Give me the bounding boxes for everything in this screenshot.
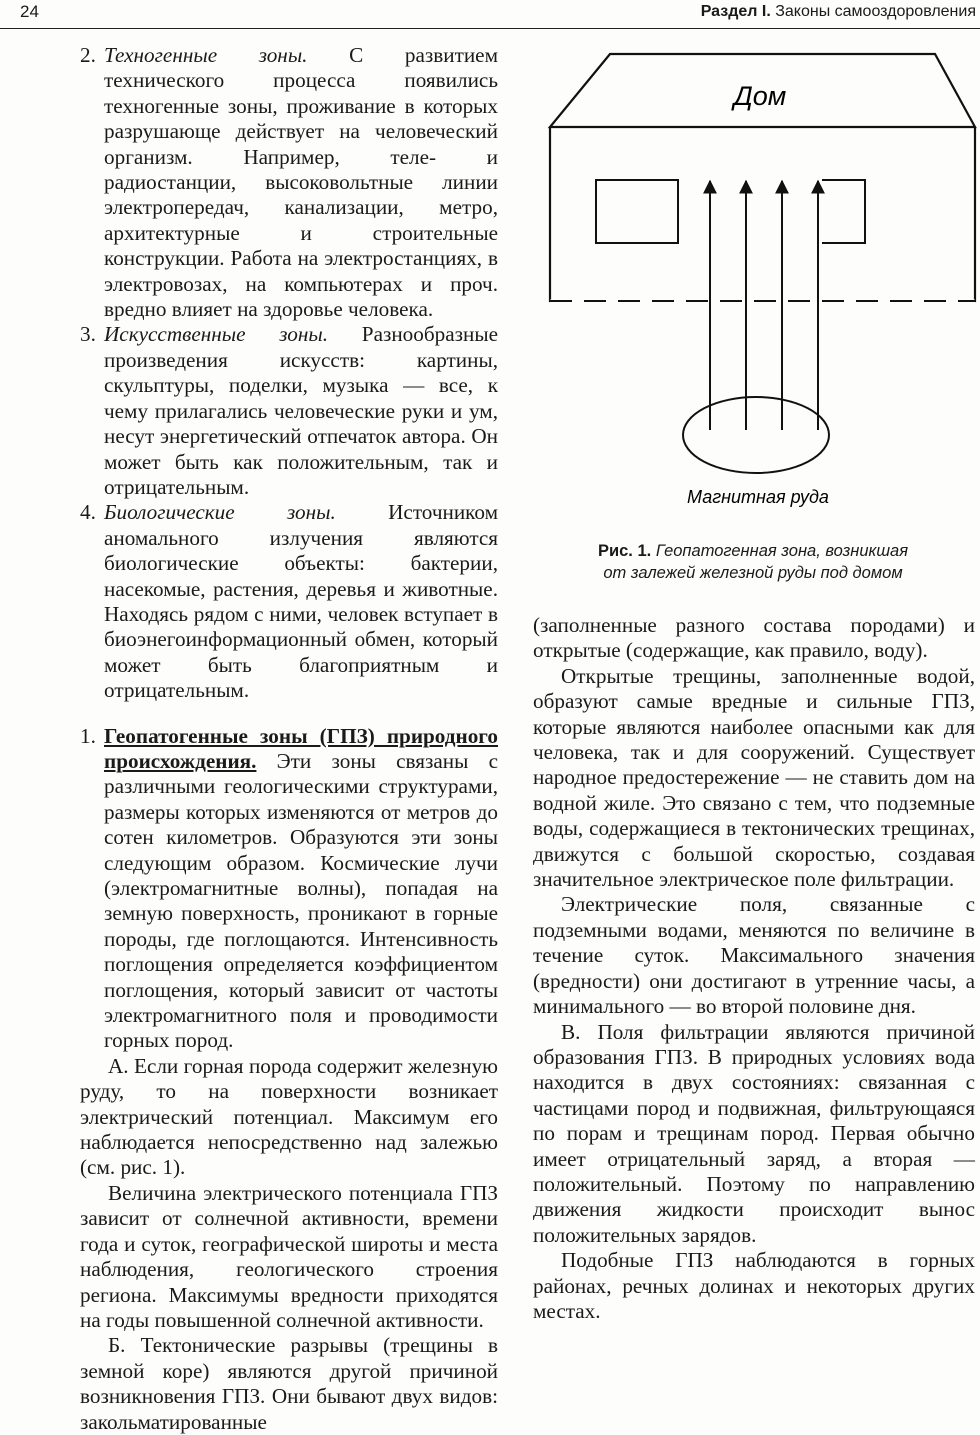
paragraph-continuation: (заполненные разного состава породами) и открытые (содержащие, как правило, воду). — [533, 613, 975, 663]
caption-number: Рис. 1. — [597, 542, 652, 560]
magnetic-ore-ellipse — [683, 397, 829, 473]
section-label: Раздел I. — [700, 3, 771, 20]
paragraph-v: В. Поля фильтрации являются причиной образования ГПЗ. В природных условиях вода находится в двух состояниях: связанная с частицами пород и подвижная, фильтрующаяся по порам и трещинам пород. Первая обычно имеет отрицательный заряд, а вторая — положительный. Поэтому по направлению движения жидкости происходит вынос положительных зарядов. — [533, 1019, 975, 1247]
gpz-text: Эти зоны связаны с различными геологическими структурами, размеры которых изменяются от метров до сотен километров. Образуются эти зоны следующим образом. Космические лучи (электромагнитные волны), попадая на земную поверхность, проникают в горные породы, где поглощаются. Интенсивность поглощения определяется коэффициентом поглощения, который зависит от частоты электромагнитного поля и проводимости горных пород. — [104, 748, 498, 1053]
window-right — [822, 180, 865, 243]
paragraph-value: Величина электрического потенциала ГПЗ зависит от солнечной активности, времени года и суток, географической широты и места наблюдения, геологического строения региона. Максимумы вредности приходятся на годы повышенной солнечной активности. — [80, 1180, 498, 1332]
list-item-artificial — [80, 322, 498, 500]
house-label: Дом — [733, 81, 787, 111]
list-item-biological — [80, 500, 498, 703]
paragraph-b: Б. Тектонические разрывы (трещины в земной коре) являются другой причиной возникновения ГПЗ. Они бывают двух видов: закольматированные — [80, 1333, 498, 1434]
item-text: Разнообразные произведения искусств: картины, скульптуры, поделки, музыка — все, к чему прилагались человеческие руки и ум, несут энергетический отпечаток автора. Он может быть как положительным, так и отрицательным. — [104, 322, 498, 499]
list-number: 1. — [80, 723, 96, 748]
list-number: 3. — [80, 322, 96, 347]
list-number: 2. — [80, 43, 96, 67]
paragraph-similar: Подобные ГПЗ наблюдаются в горных районах, речных долинах и некоторых других местах. — [533, 1248, 975, 1323]
paragraph-a: А. Если горная порода содержит железную руду, то на поверхности возникает электрический потенциал. Максимум его наблюдается непосредственно над залежью (см. рис. 1). — [80, 1053, 498, 1180]
section-title: Законы самооздоровления — [775, 3, 976, 20]
item-title: Биологические зоны. — [104, 500, 336, 525]
item-title: Техногенные зоны. — [104, 43, 308, 67]
item-text: Источником аномального излучения являются биологические объекты: бактерии, насекомые, растения, деревья и животные. Находясь рядом с ними, человек вступает в биоэнегоинформационный обмен, который может быть благоприятным и отрицательным. — [104, 500, 498, 703]
figure-caption — [540, 540, 966, 584]
page-number: 24 — [20, 2, 39, 21]
running-header — [0, 0, 980, 29]
running-title — [701, 3, 976, 21]
caption-line1: Геопатогенная зона, возникшая — [655, 542, 909, 560]
left-column — [80, 43, 498, 1435]
caption-line2: от залежей железной руды под домом — [603, 564, 903, 582]
item-title: Искусственные зоны. — [104, 322, 329, 347]
figure-house-diagram — [540, 45, 980, 605]
paragraph-open-cracks: Открытые трещины, заполненные водой, образуют самые вредные и сильные ГПЗ, которые являются наиболее опасными как для человека, так и для сооружений. Существует народное предостережение — не ставить дом на водной жиле. Это связано с тем, что подземные воды, содержащиеся в тектонических трещинах, движутся с большой скоростью, создавая значительное электрическое поле фильтрации. — [533, 663, 975, 892]
paragraph-electric-fields: Электрические поля, связанные с подземными водами, меняются по величине в течение суток. Максимального значения (вредности) они достигают в утренние часы, а минимального — во второй половине дня. — [533, 892, 975, 1019]
gpz-heading: Геопатогенные зоны (ГПЗ) природного происхождения. — [104, 723, 498, 773]
ore-label: Магнитная руда — [687, 487, 829, 507]
house-wall — [550, 127, 975, 301]
list-item-technogenic — [80, 43, 498, 322]
right-column — [533, 613, 975, 1324]
window-left — [596, 180, 678, 243]
item-text: С развитием технического процесса появились техногенные зоны, проживание в которых разрушающе действует на человеческий организм. Например, теле- и радиостанции, высоковольтные линии электропередач, канализации, метро, архитектурные и строительные конструкции. Работа на электростанциях, в электровозах, на компьютерах и проч. вредно влияет на здоровье человека. — [104, 43, 498, 322]
list-item-gpz — [80, 724, 498, 1054]
list-number: 4. — [80, 500, 96, 525]
